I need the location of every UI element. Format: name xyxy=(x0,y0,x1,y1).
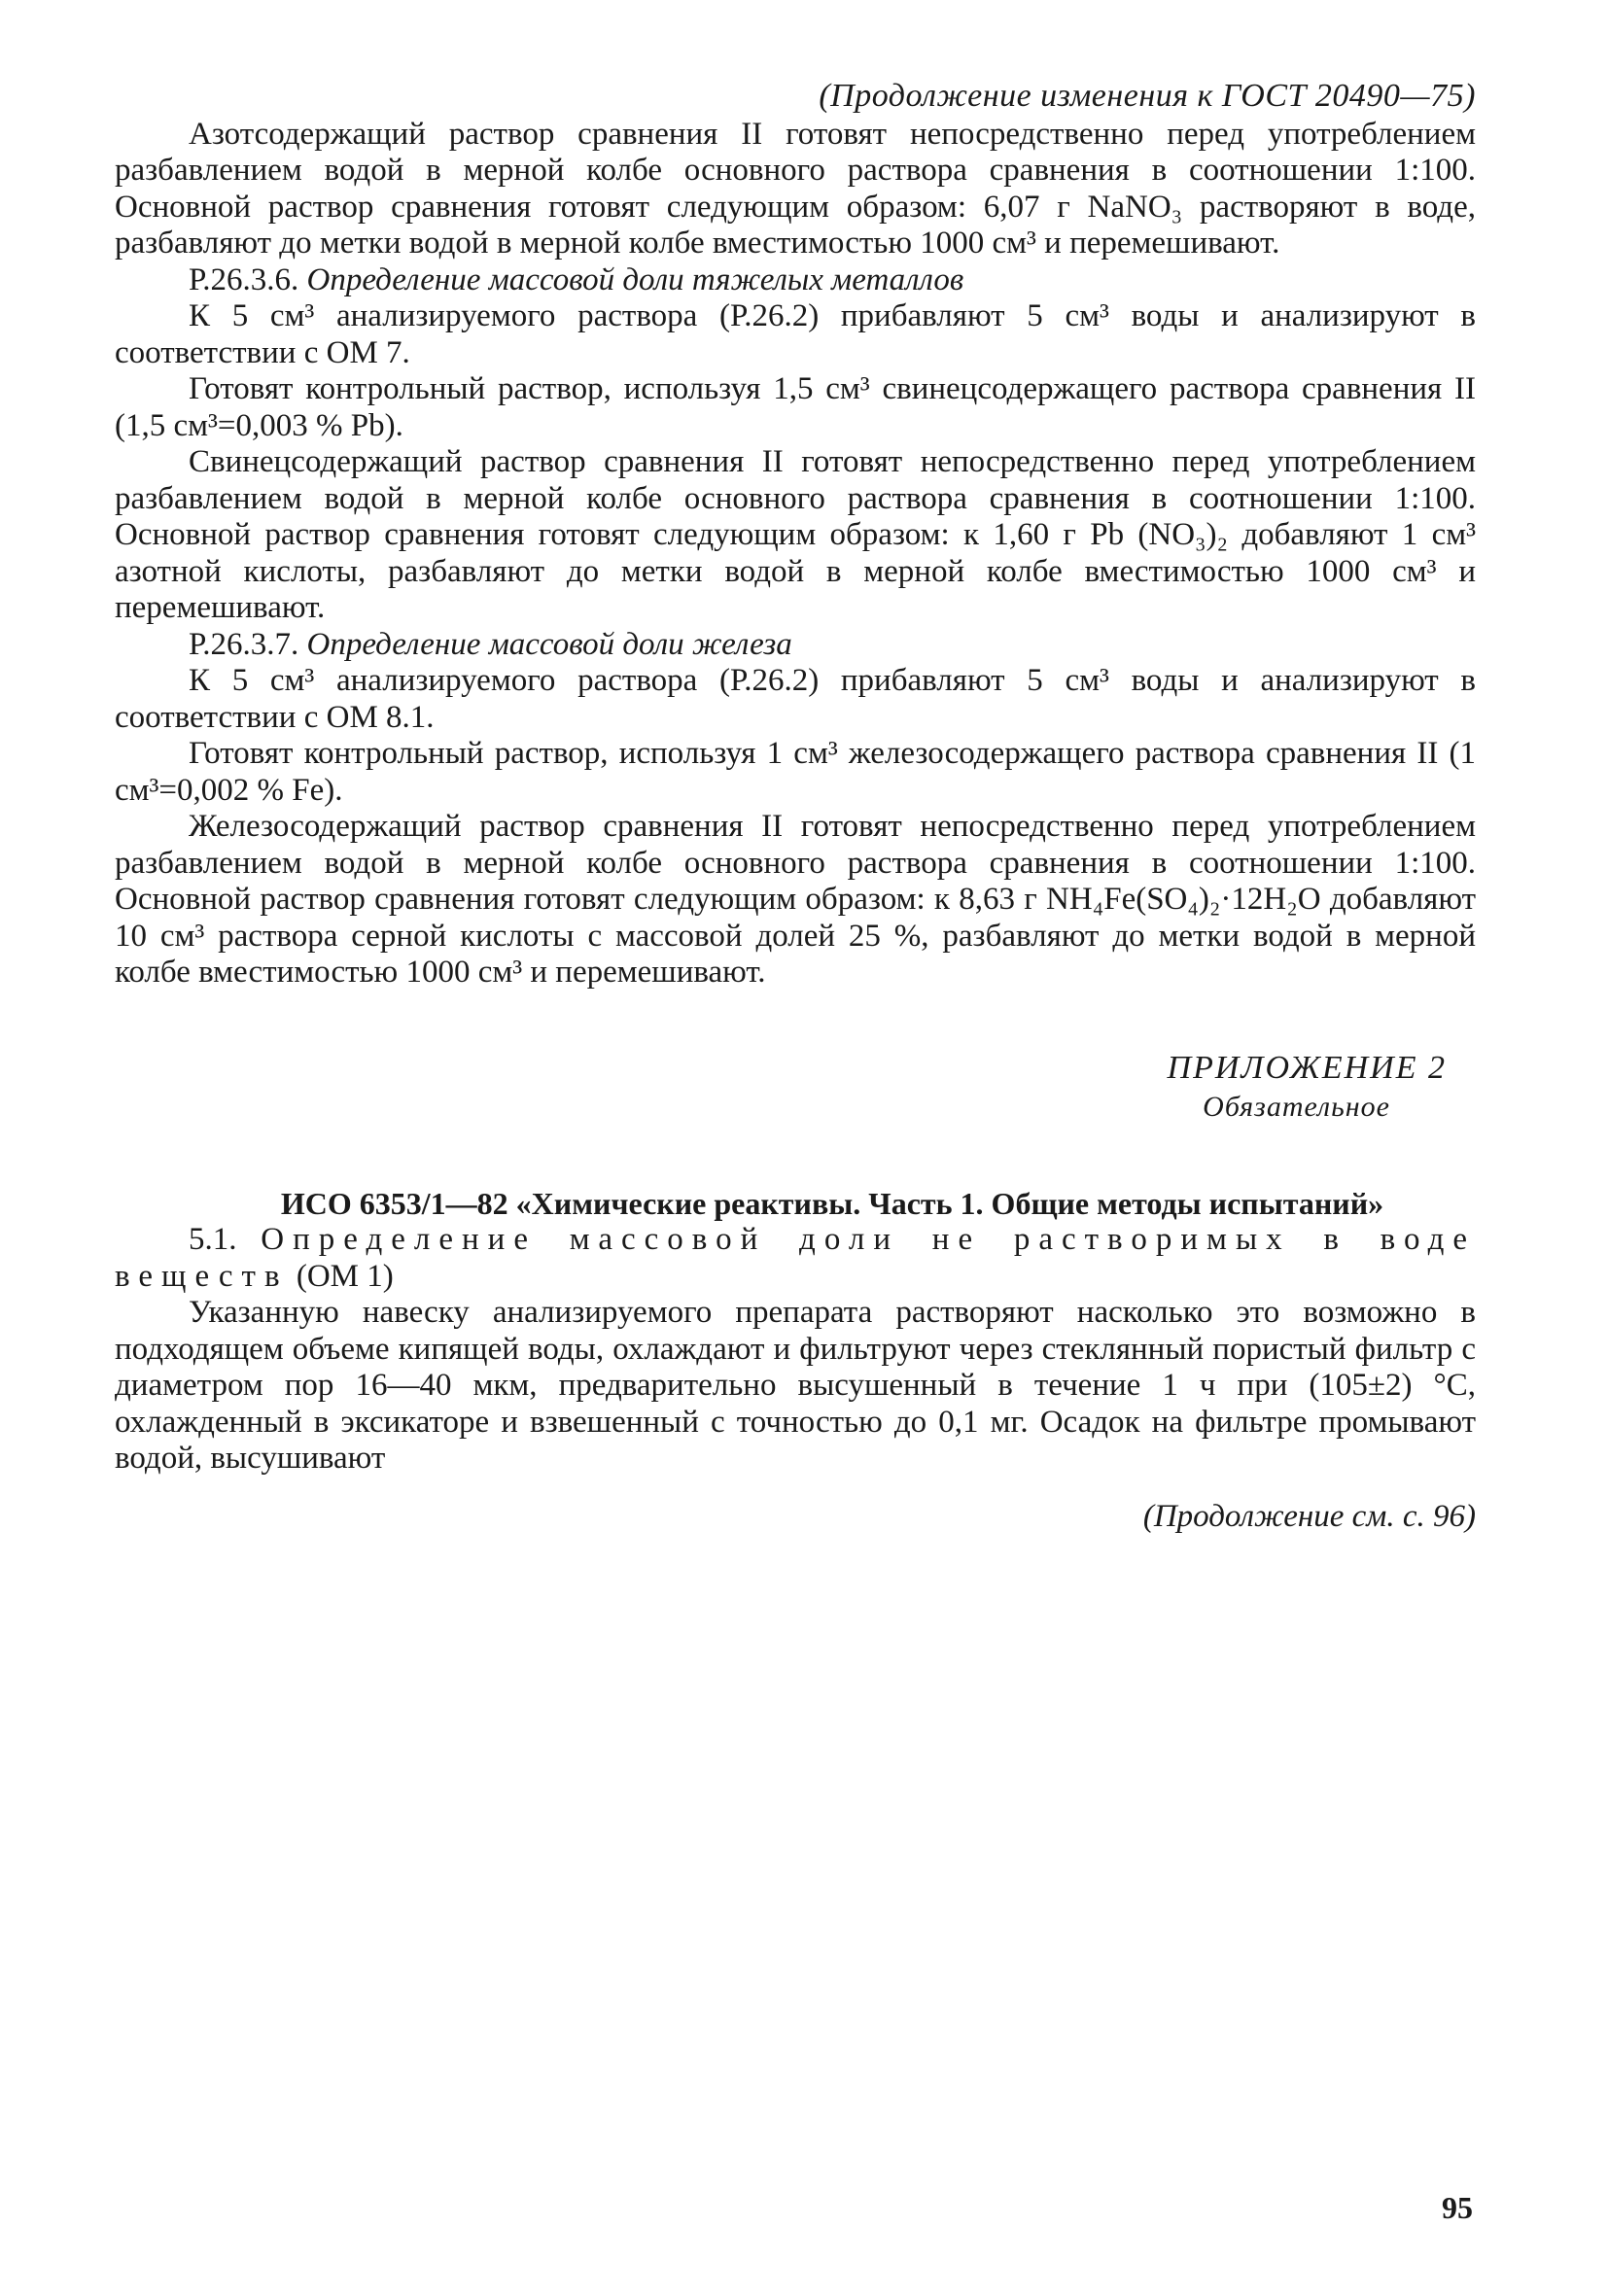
continued-note: (Продолжение см. с. 96) xyxy=(1142,1498,1476,1534)
section-code: (ОМ 1) xyxy=(296,1258,394,1294)
section-number: Р.26.3.6. xyxy=(189,261,299,297)
section-heading-2637 xyxy=(115,627,1476,664)
document-page xyxy=(115,78,1476,1535)
paragraph-iron-analysis: К 5 см³ анализируемого раствора (Р.26.2) прибавляют 5 см³ воды и анализируют в соответствии с ОМ 8.1. xyxy=(115,663,1476,735)
paragraph-lead-solution: Свинецсодержащий раствор сравнения II готовят непосредственно перед употреблением разбавлением водой в мерной колбе основного раствора сравнения в соотношении 1:100. Основной раствор сравнения готовят следующим образом: к 1,60 г Pb (NO₃)₂ добавляют 1 см³ азотной кислоты, разбавляют до метки водой в мерной колбе вместимостью 1000 см³ и перемешивают. xyxy=(115,444,1476,625)
appendix-heading xyxy=(115,1048,1476,1126)
appendix-title: ПРИЛОЖЕНИЕ 2 xyxy=(1167,1049,1447,1086)
section-title: Определение массовой доли тяжелых металлов xyxy=(306,261,964,297)
section-title: Определение массовой доли железа xyxy=(306,626,792,662)
section-heading-51 xyxy=(115,1222,1476,1295)
continuation-header: (Продолжение изменения к ГОСТ 20490—75) xyxy=(819,78,1476,114)
appendix-subtitle: Обязательное xyxy=(1203,1090,1390,1123)
paragraph-insoluble-matter: Указанную навеску анализируемого препарата растворяют насколько это возможно в подходящем объеме кипящей воды, охлаждают и фильтруют через стеклянный пористый фильтр с диаметром пор 16—40 мкм, предварительно высушенный в течение 1 ч при (105±2) °C, охлажденный в эксикаторе и взвешенный с точностью до 0,1 мг. Осадок на фильтре промывают водой, высушивают xyxy=(115,1295,1476,1476)
paragraph-iron-control: Готовят контрольный раствор, используя 1 см³ железосодержащего раствора сравнения II (1 см³=0,002 % Fe). xyxy=(115,736,1476,808)
paragraph-iron-solution: Железосодержащий раствор сравнения II готовят непосредственно перед употреблением разбавлением водой в мерной колбе основного раствора сравнения в соотношении 1:100. Основной раствор сравнения готовят следующим образом: к 8,63 г NH₄Fe(SO₄)₂·12H₂O добавляют 10 см³ раствора серной кислоты с массовой долей 25 %, разбавляют до метки водой в мерной колбе вместимостью 1000 см³ и перемешивают. xyxy=(115,809,1476,990)
section-number: 5.1. xyxy=(189,1222,237,1257)
section-heading-2636 xyxy=(115,262,1476,299)
page-number: 95 xyxy=(1442,2190,1473,2225)
section-title: Определение массовой доли не растворимых в воде веществ xyxy=(115,1222,1477,1294)
paragraph-nitrogen-solution: Азотсодержащий раствор сравнения II готовят непосредственно перед употреблением разбавлением водой в мерной колбе основного раствора сравнения в соотношении 1:100. Основной раствор сравнения готовят следующим образом: 6,07 г NaNO₃ растворяют в воде, разбавляют до метки водой в мерной колбе вместимостью 1000 см³ и перемешивают. xyxy=(115,116,1476,261)
iso-standard-title: ИСО 6353/1—82 «Химические реактивы. Часть 1. Общие методы испытаний» xyxy=(280,1185,1384,1221)
paragraph-heavy-metals-control: Готовят контрольный раствор, используя 1,5 см³ свинецсодержащего раствора сравнения II (1,5 см³=0,003 % Pb). xyxy=(115,371,1476,443)
section-number: Р.26.3.7. xyxy=(189,626,299,662)
paragraph-heavy-metals-analysis: К 5 см³ анализируемого раствора (Р.26.2) прибавляют 5 см³ воды и анализируют в соответствии с ОМ 7. xyxy=(115,298,1476,370)
